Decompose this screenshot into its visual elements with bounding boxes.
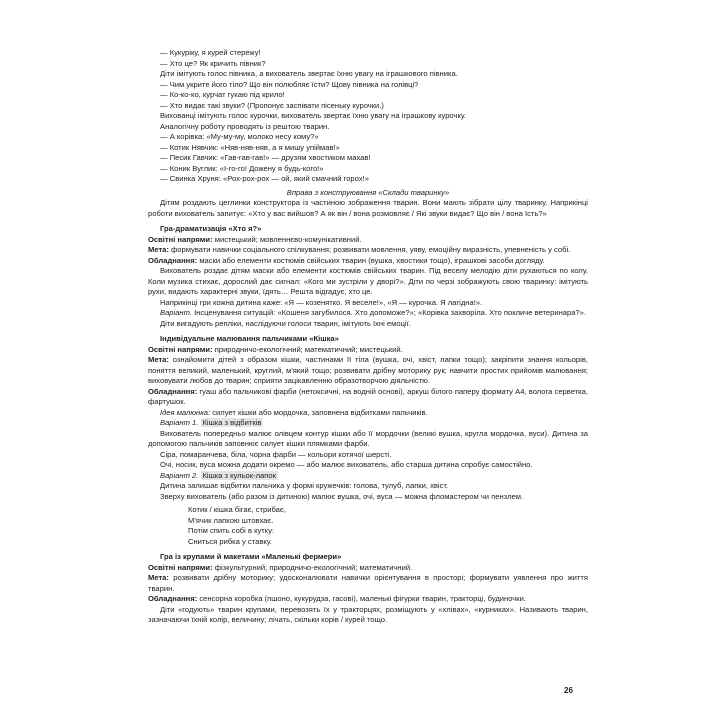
game-directions: Освітні напрями: мистецький; мовленнєво-комунікативний. <box>148 234 362 244</box>
game-paragraph: Зверху вихователь (або разом із дитиною) малює вушка, очі, вуса — можна фломастером чи пензлем. <box>160 491 524 501</box>
game-title: Гра із крупами й макетами «Маленькі фермери» <box>160 552 342 561</box>
dialogue-line: — Ко-ко-ко, курчат гукаю під крило! <box>160 90 285 99</box>
game-equipment: Обладнання: сенсорна коробка (пшоно, кукурудза, гасові), маленькі фігурки тварин, тракторці, будиночки. <box>148 594 526 603</box>
dialogue-line: — Хто видає такі звуки? (Пропонує заспівати пісеньку курочки.) <box>160 100 384 110</box>
game-equipment: Обладнання: маски або елементи костюмів свійських тварин (вушка, хвостики тощо), іграшкові засоби догляду. <box>148 255 545 265</box>
dialogue-line: — А корівка: «Му-му-му, молоко несу кому?» <box>160 132 319 141</box>
dialogue-line: — Чим укрите його тіло? Що він полюбляє їсти? Щову півника на голівці? <box>160 79 419 89</box>
game-title: Індивідуальне малювання пальчиками «Кішка» <box>160 334 339 343</box>
dialogue-line: — Хто це? Як кричить півник? <box>160 58 266 68</box>
variant-heading: Варіант 2. Кішка з кульок-лапок <box>160 470 276 480</box>
exercise-title: Вправа з конструювання «Склади тваринку» <box>286 187 450 197</box>
game-equipment: Обладнання: гуаш або пальчикові фарби (нетоксичні, на водній основі), аркуш білого паперу формату А4, волога серветка, фартушок. <box>148 386 588 406</box>
dialogue-line: — Кукуріку, я курей стережу! <box>160 48 261 57</box>
game-paragraph: Дитина залишає відбитки пальчика у формі кружечків: голова, тулуб, лапки, хвіст. <box>160 481 449 490</box>
dialogue-line: — Свинка Хруня: «Рох-рох-рох — ой, який смачний горох!» <box>160 174 369 183</box>
game-idea: Ідея малюнка: силует кішки або мордочка, заповнена відбитками пальчиків. <box>160 407 428 417</box>
game-paragraph: Діти «годують» тварин крупами, перевозять їх у тракторцях, розміщують у «хлівах», «курниках». Називають тварин, зазначаючи їхній колір, величину; лічать, скільки корів / курей тощо. <box>148 604 588 624</box>
game-variant: Варіант. Інсценування ситуацій: «Кошеня загубилося. Хто допоможе?»; «Корівка захворіла. Хто покличе ветеринара?». <box>160 308 586 317</box>
poem-line: Сниться рибка у ставку. <box>188 536 272 546</box>
variant-heading: Варіант 1. Кішка з відбитків <box>160 418 262 427</box>
page-content <box>148 48 588 626</box>
game-paragraph: Сіра, помаранчева, біла, чорна фарби — кольори котячої шерсті. <box>160 449 392 459</box>
game-title: Гра-драматизація «Хто я?» <box>160 224 262 233</box>
game-goal: Мета: формувати навички соціального спілкування; розвивати мовлення, уяву, емоційну виразність, упевненість у собі. <box>148 245 571 254</box>
game-goal: Мета: ознайомити дітей з образом кішки, частинами її тіла (вушка, очі, хвіст, лапки тощо); закріпити знання кольорів, поняття великий, маленький, круглий, м'який тощо; розвивати дрібну моторику рук; навчити простих прийомів малювання; виховувати любов до тварин; сприяти зацікавленню образотворчою діяльністю. <box>148 355 588 385</box>
poem-line: Потім спить собі в кутку: <box>188 526 275 535</box>
game-directions: Освітні напрями: природничо-екологічний; математичний; мистецький. <box>148 344 403 354</box>
narration: Аналогічну роботу проводять із рештою тварин. <box>160 121 330 131</box>
dialogue-line: — Котик Нявчик: «Няв-няв-няв, а я мишу упіймав!» <box>160 142 340 152</box>
dialogue-line: — Песик Гавчик: «Гав-гав-гав!» — друзям хвостиком махав! <box>160 153 371 162</box>
poem-line: М'ячик лапкою штовхає. <box>188 515 274 525</box>
game-paragraph: Діти вигадують репліки, наслідуючи голоси тварин, імітують їхні емоції. <box>160 318 411 328</box>
exercise-text: Дітям роздають цеглинки конструктора із частиною зображення тварин. Вони мають зібрати цілу тваринку. Наприкінці роботи вихователь запитує: «Хто у вас вийшов? А як він / вона розмовляє / Які звуки видає? Що він / вона їсть?» <box>148 198 588 218</box>
game-goal: Мета: розвивати дрібну моторику; удосконалювати навички орієнтування в просторі; формувати уявлення про життя тварин. <box>148 573 588 593</box>
game-paragraph: Очі, носик, вуса можна додати окремо — або малює вихователь, або старша дитина спробує самостійно. <box>160 460 533 469</box>
game-paragraph: Наприкінці гри кожна дитина каже: «Я — козенятко. Я веселе!», «Я — курочка. Я лагідна!». <box>160 297 483 307</box>
page-number: 26 <box>564 686 573 695</box>
dialogue-line: — Коник Вуглик: «І-го-го! Дожену я будь-кого!» <box>160 163 324 173</box>
dialogue-line: Діти імітують голос півника, а вихователь звертає їхню увагу на іграшкового півника. <box>160 69 458 78</box>
narration: Вихованці імітують голос курочки, вихователь звертає їхню увагу на іграшкову курочку. <box>160 111 466 120</box>
game-directions: Освітні напрями: фізкультурний; природничо-екологічний; математичний. <box>148 562 413 572</box>
poem-line: Котик / кішка бігає, стрибає, <box>188 505 286 514</box>
game-paragraph: Вихователь попередньо малює олівцем контур кішки або її мордочки (великі вушка, кругла мордочка, вуси). Дитина за допомогою пальчиків заповнює силует кішки плямками фарби. <box>148 428 588 448</box>
game-paragraph: Вихователь роздає дітям маски або елементи костюмів свійських тварин. Під веселу мелодію діти рухаються по колу. Коли музика стихає, дорослий дає сигнал: «Кого ми зустріли у дворі?». Діти по черзі зображують свою тваринку: імітують рухи, видають характерні звуки, їдять… Решта відгадує, хто це. <box>148 266 588 296</box>
